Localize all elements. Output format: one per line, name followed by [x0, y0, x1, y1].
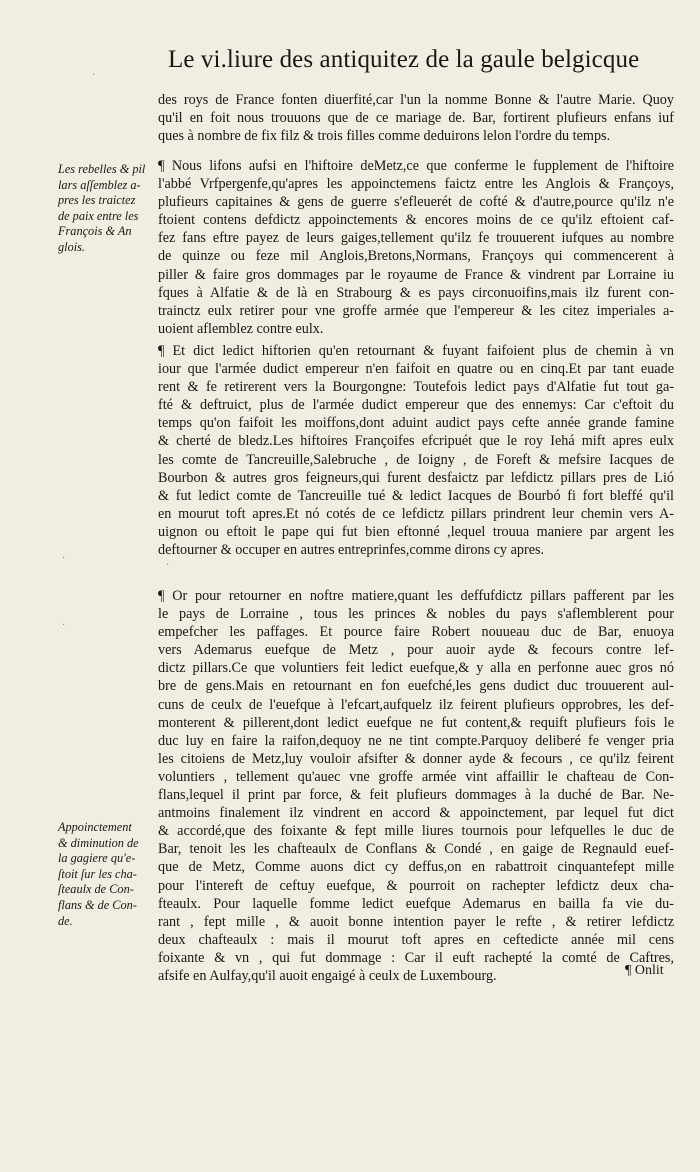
text-line: iour que l'armée dudict empereur n'en faifoit en quatre ou en cinq.Et par tant euade — [158, 361, 674, 378]
text-line: plufieurs capitaines & gens de guerre s'efleuerét de cofté & d'autre,pource qu'ilz n'e — [158, 194, 674, 211]
text-line: les citoiens de Metz,luy vouloir afsifter & donner ayde & fecours , ce qu'ilz feirent — [158, 750, 674, 767]
text-line: afsife en Aulfay,qu'il auoit engaigé à ceulx de Luxembourg. — [158, 967, 497, 984]
text-line: les comte de Tancreuille,Salebruche , de Ioigny , de Foreft & mefsire Iacques de — [158, 451, 674, 468]
margin-note-line: ſteaulx de Con- — [58, 882, 134, 897]
print-speck: · — [92, 70, 96, 81]
text-line: ¶ Et dict ledict hiftorien qu'en retournant & fuyant faifoient plus de chemin à vn — [158, 343, 674, 359]
text-line: fté & deftruict, plus de l'armée dudict empereur que des ennemys: Car c'eftoit du — [158, 397, 674, 414]
text-line: fteaulx. Pour laquelle fomme ledict euefque Ademarus en bailla fa vie du- — [158, 895, 674, 912]
text-line: en mourut toft apres.Et nó cotés de ce lefdictz pillars prindrent leur chemin vers A- — [158, 505, 674, 522]
margin-note-line: & diminution de — [58, 835, 139, 850]
text-line: de quinze ou feze mil Anglois,Bretons,Normans, Françoys qui commencerent à — [158, 248, 674, 265]
text-line: cuns de ceulx de l'euefque à l'efcart,aufquelz ilz feirent plufieurs opprobres, les def- — [158, 696, 674, 713]
margin-note — [58, 162, 156, 256]
margin-note — [58, 820, 156, 929]
text-line: pour l'intereft de ceftuy euefque, & pourroit on rachepter lefdictz deux cha- — [158, 877, 674, 894]
text-line: rant , fept mille , & auoit bonne intention payer le refte , & retirer lefdictz — [158, 913, 674, 930]
text-line: duc luy en faire la raifon,dequoy ne ne tint compte.Parquoy deliberé fe venger pria — [158, 732, 674, 749]
paragraph — [158, 157, 674, 338]
text-line: le pays de Lorraine , tous les princes & nobles du pays s'aflemblerent pour — [158, 606, 674, 623]
margin-note-line: de paix entre les — [58, 208, 139, 223]
text-line: l'abbé Vrfpergenfe,qu'apres les appoinctemens faictz entre les Anglois & Françoys, — [158, 176, 674, 193]
paragraph — [158, 587, 674, 985]
text-line: bre de gens.Mais en retournant en fon euefché,les gens dudict duc trouuerent aul- — [158, 678, 674, 695]
margin-note-line: la gagiere qu'e- — [58, 851, 136, 866]
text-line: vers Ademarus euefque de Metz , pour auoir ayde & fecours contre lef- — [158, 642, 674, 659]
margin-note-line: glois. — [58, 239, 85, 254]
text-line: uignon ou eftoit le pape qui fut bien eftonné ,lequel trouua maniere par argent les — [158, 523, 674, 540]
text-line: flans,lequel il print par force, & feit plufieurs dommages à la duché de Bar. Ne- — [158, 787, 674, 804]
margin-note-line: ſtoit ſur les cha- — [58, 866, 137, 881]
print-speck: · — [62, 620, 66, 631]
text-line: temps qu'on faifoit les moiffons,dont aduint audict pays cefte année grande famine — [158, 415, 674, 432]
text-line: fez fans eftre payez de leurs gaiges,tellement qu'ilz fe trouuerent iufques au nombre — [158, 230, 674, 247]
text-line: ques à nombre de fix filz & trois filles comme deduirons lelon l'ordre du temps. — [158, 128, 611, 145]
margin-note-line: François & An — [58, 224, 132, 239]
text-line: deftourner & occuper en autres entreprinfes,comme dirons cy apres. — [158, 542, 545, 559]
text-line: antmoins finalement ilz vindrent en accord & appoinctement, par lequel fut dict — [158, 805, 674, 822]
catchword: ¶ Onlit — [625, 963, 664, 978]
text-line: rent & fe retirerent vers la Bourgongne: Toutefois ledict pays d'Alfatie fut tout ga- — [158, 379, 674, 396]
paragraph — [158, 91, 674, 145]
text-line: monterent & pillerent,dont ledict euefque ne fut content,& requift plufieurs fois le — [158, 714, 674, 731]
text-line: qu'il en foit nous trouuons que de ce mariage de. Bar, fortirent plufieurs enfans iuf — [158, 110, 674, 127]
margin-note-line: Les rebelles & pil — [58, 162, 146, 176]
text-line: voluntiers , tellement qu'auec vne groffe armée vint affaillir le chafteau de Con- — [158, 768, 674, 785]
text-line: que de Metz, Comme auons dict cy deffus,on en rabattroit cinquantefept mille — [158, 859, 674, 876]
text-line: des roys de France fonten diuerfité,car l'un la nomme Bonne & l'autre Marie. Quoy — [158, 92, 674, 108]
text-line: deux chafteaulx : mais il mourut toft apres en ceftedicte année mil cens — [158, 931, 674, 948]
margin-note-line: de. — [58, 913, 73, 928]
text-line: & cherté de bledz.Les hiftoires Françoifes efcripuét que le roy Iehá mift apres eulx — [158, 433, 674, 450]
margin-note-line: Appoinctement — [58, 820, 132, 834]
text-line: uoient aflemblez contre eulx. — [158, 320, 324, 337]
print-speck: · — [62, 553, 66, 564]
text-line: Bar, tenoit les les chafteaulx de Conflans & Condé , en gaige de Regnauld euef- — [158, 841, 674, 858]
text-line: empefcher les paffages. Et pource faire Robert nouueau duc de Bar, enuoya — [158, 624, 674, 641]
text-line: Bourbon & autres gros feigneurs,qui furent desfaictz par lefdictz pillars pres de Lió — [158, 469, 674, 486]
margin-note-line: pres les traictez — [58, 193, 136, 208]
text-line: ¶ Or pour retourner en noftre matiere,quant les deffufdictz pillars pafferent par les — [158, 588, 674, 604]
margin-note-line: lars aſſemblez a- — [58, 177, 141, 192]
text-line: dictz pillars.Ce que voluntiers feit ledict euefque,& y alla en perfonne auec gros nó — [158, 660, 674, 677]
text-line: ftoient contens defdictz appoinctements & encores moins de ce qu'ilz eftoient caf- — [158, 212, 674, 229]
text-line: fques à Alfatie & de là en Strabourg & es pays circonuoifins,mais ilz furent con- — [158, 284, 674, 301]
margin-note-line: flans & de Con- — [58, 897, 137, 912]
running-header: Le vi.liure des antiquitez de la gaule belgicque — [168, 46, 640, 73]
text-line: ¶ Nous lifons aufsi en l'hiftoire deMetz,ce que conferme le fupplement de l'hiftoire — [158, 158, 674, 174]
text-line: piller & faire gros dommages par le royaume de France & vindrent par Lorraine iu — [158, 266, 674, 283]
print-speck: · — [166, 560, 170, 571]
paragraph — [158, 342, 674, 559]
text-line: & fut ledict comte de Tancreuille tué & ledict Iacques de Bourbó fi fort bleffé qu'il — [158, 487, 674, 504]
text-line: & accordé,que des foixante & fept mille liures tournois pour lefquelles le duc de — [158, 823, 674, 840]
text-line: trainctz eulx retirer pour vne groffe armée que l'empereur & les citez imperiales a- — [158, 302, 674, 319]
text-line: foixante & vn , qui fut dommage : Car il euft rachepté la comté de Caftres, — [158, 949, 674, 966]
